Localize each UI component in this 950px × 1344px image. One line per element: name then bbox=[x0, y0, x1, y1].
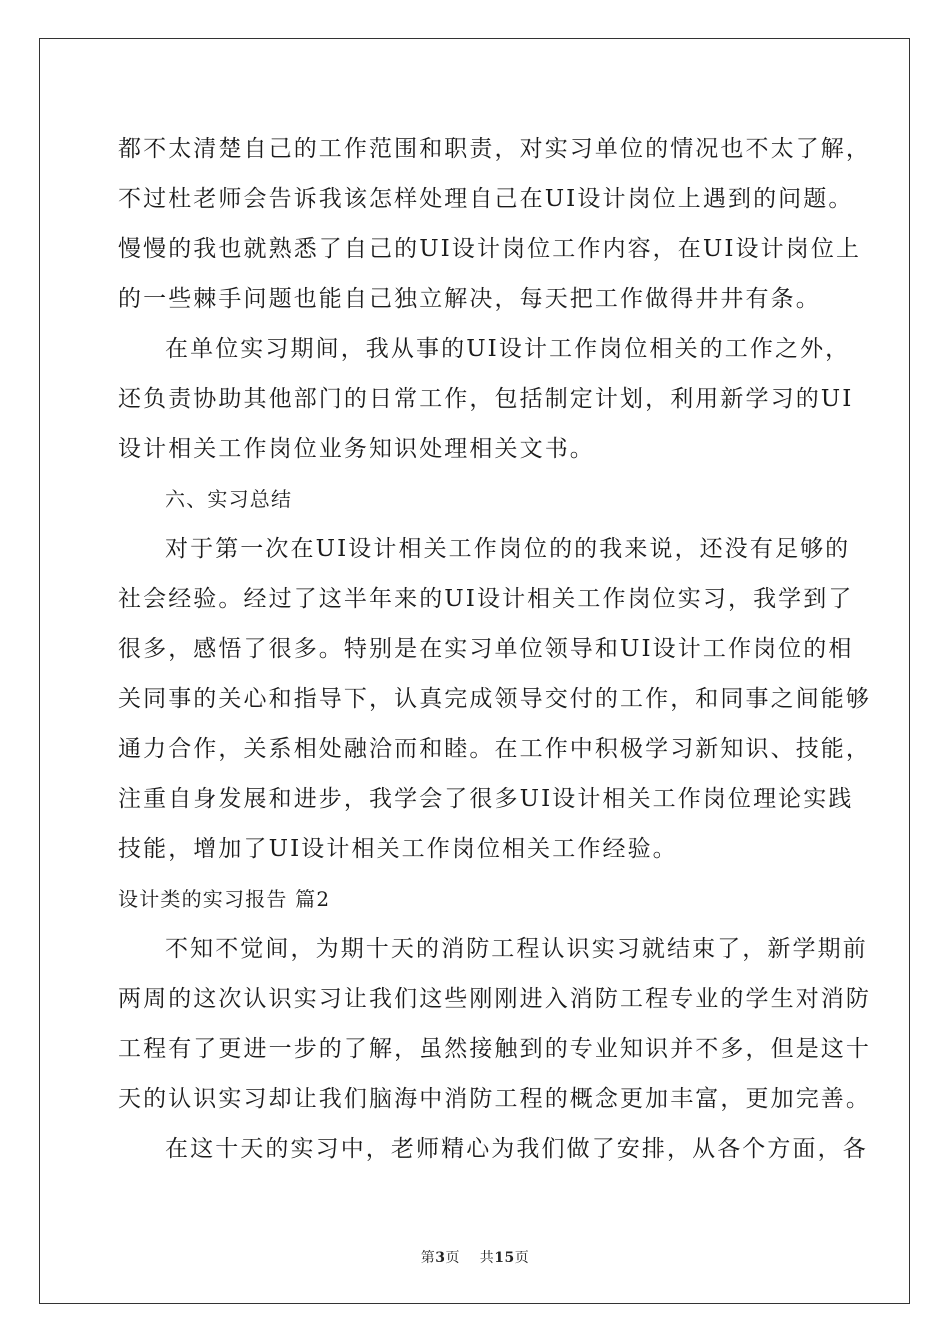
total-suffix: 页 bbox=[514, 1250, 530, 1266]
text-line: 天的认识实习却让我们脑海中消防工程的概念更加丰富，更加完善。 bbox=[118, 1086, 871, 1112]
text-line: 很多，感悟了很多。特别是在实习单位领导和UI设计工作岗位的相 bbox=[118, 636, 854, 662]
paragraph-start-line: 不知不觉间，为期十天的消防工程认识实习就结束了，新学期前 bbox=[165, 936, 868, 962]
text-line: 关同事的关心和指导下，认真完成领导交付的工作，和同事之间能够 bbox=[118, 686, 871, 712]
page-total: 15 bbox=[494, 1250, 515, 1266]
text-line: 通力合作，关系相处融洽而和睦。在工作中积极学习新知识、技能， bbox=[118, 736, 871, 762]
total-prefix: 共 bbox=[479, 1250, 495, 1266]
paragraph-start-line: 对于第一次在UI设计相关工作岗位的的我来说，还没有足够的 bbox=[165, 536, 851, 562]
text-line: 不过杜老师会告诉我该怎样处理自己在UI设计岗位上遇到的问题。 bbox=[118, 186, 854, 212]
document-body bbox=[118, 129, 871, 1179]
text-line: 社会经验。经过了这半年来的UI设计相关工作岗位实习，我学到了 bbox=[118, 586, 854, 612]
section-heading: 六、实习总结 bbox=[165, 487, 293, 511]
text-line: 的一些棘手问题也能自己独立解决，每天把工作做得井井有条。 bbox=[118, 286, 821, 312]
text-line: 都不太清楚自己的工作范围和职责，对实习单位的情况也不太了解， bbox=[118, 136, 871, 162]
text-line: 两周的这次认识实习让我们这些刚刚进入消防工程专业的学生对消防 bbox=[118, 986, 871, 1012]
paragraph-start-line: 在这十天的实习中，老师精心为我们做了安排，从各个方面，各 bbox=[165, 1136, 868, 1162]
text-line: 慢慢的我也就熟悉了自己的UI设计岗位工作内容，在UI设计岗位上 bbox=[118, 236, 862, 262]
page-footer bbox=[0, 1247, 950, 1267]
text-line: 工程有了更进一步的了解，虽然接触到的专业知识并不多，但是这十 bbox=[118, 1036, 871, 1062]
text-line: 注重自身发展和进步，我学会了很多UI设计相关工作岗位理论实践 bbox=[118, 786, 854, 812]
page-prefix: 第 bbox=[420, 1250, 436, 1266]
paragraph-start-line: 在单位实习期间，我从事的UI设计工作岗位相关的工作之外， bbox=[165, 336, 851, 362]
text-line: 技能，增加了UI设计相关工作岗位相关工作经验。 bbox=[118, 836, 678, 862]
text-line: 还负责协助其他部门的日常工作，包括制定计划，利用新学习的UI bbox=[118, 386, 854, 412]
text-line: 设计相关工作岗位业务知识处理相关文书。 bbox=[118, 436, 595, 462]
article-title: 设计类的实习报告 篇2 bbox=[118, 887, 331, 911]
page-current: 3 bbox=[435, 1250, 446, 1266]
page-suffix: 页 bbox=[445, 1250, 460, 1266]
